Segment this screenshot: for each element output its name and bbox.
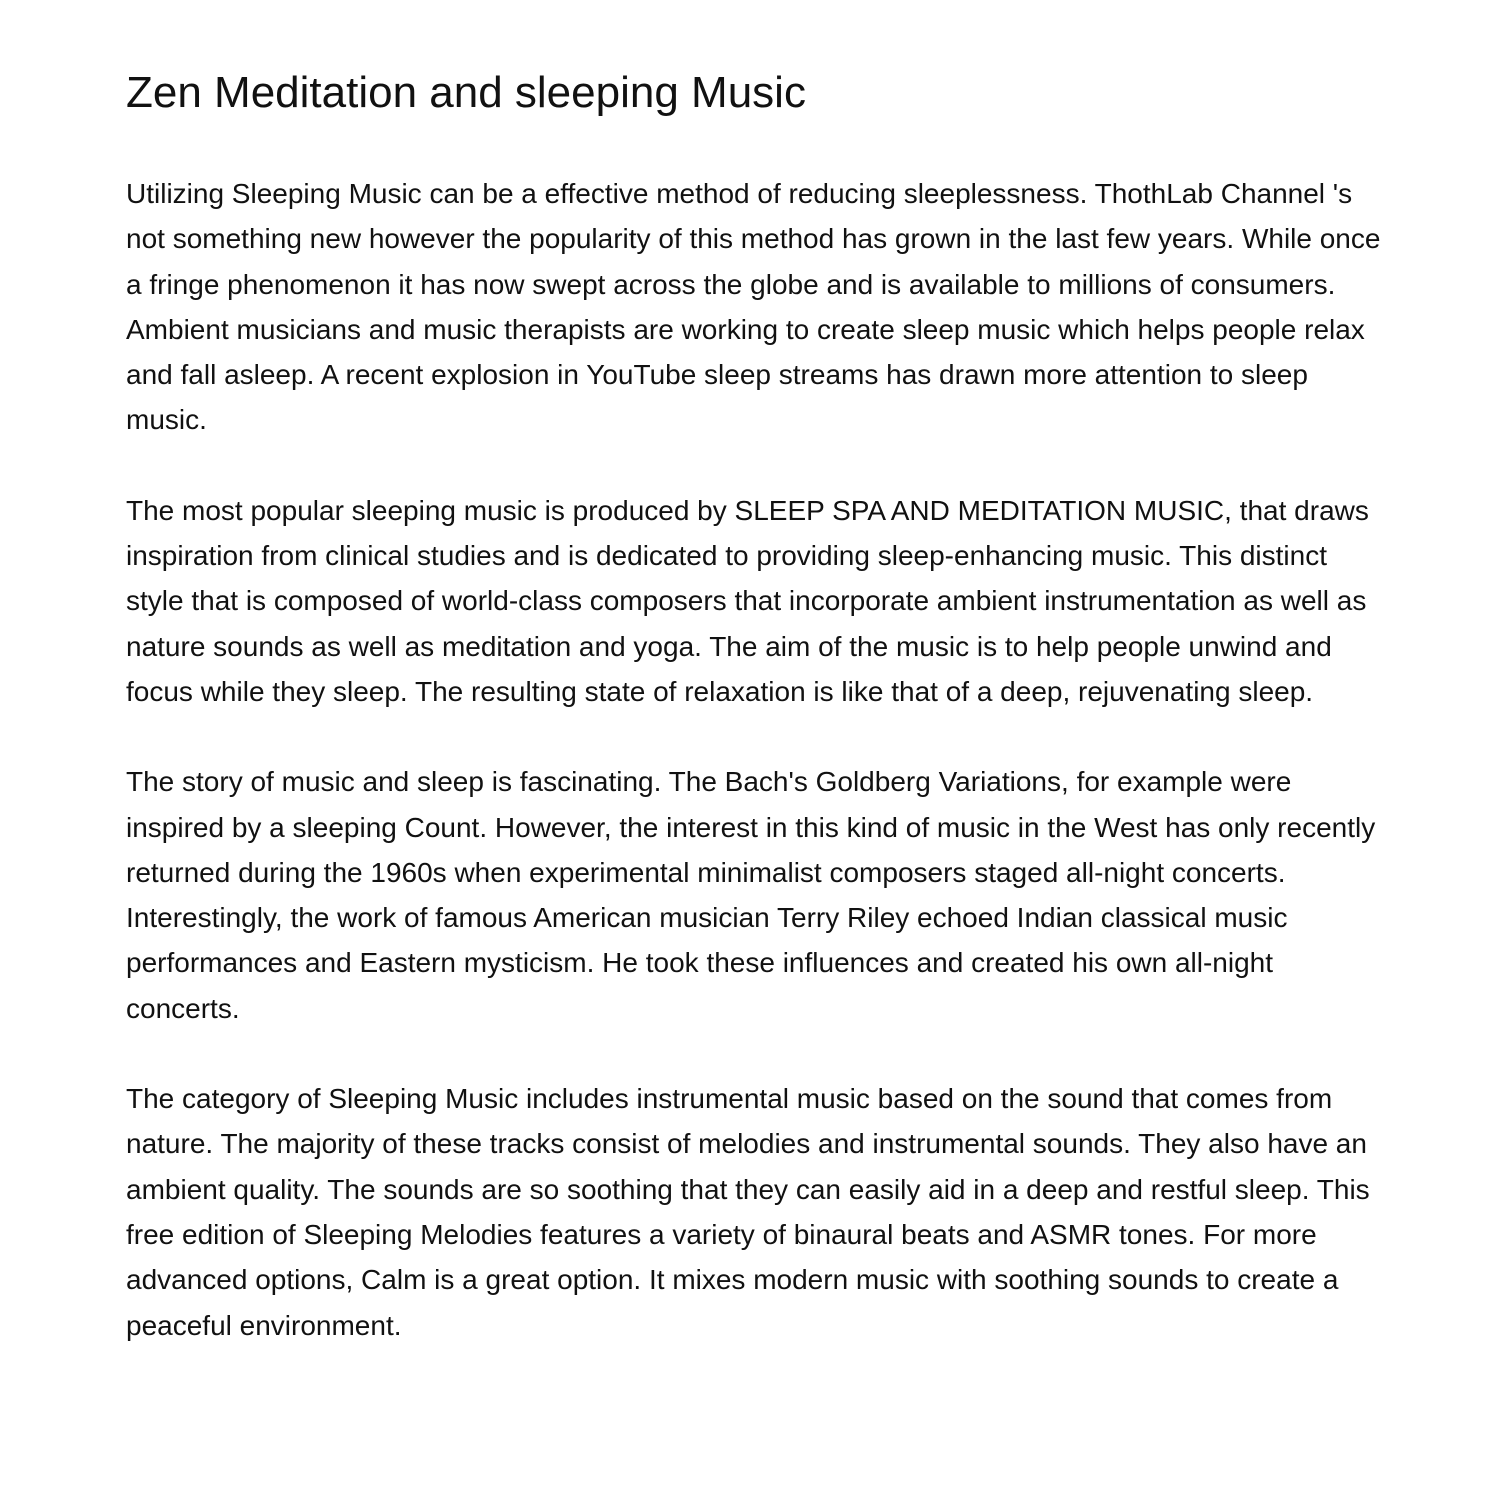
page-title: Zen Meditation and sleeping Music — [126, 68, 806, 117]
paragraph-3: The story of music and sleep is fascinating. The Bach's Goldberg Variations, for example were inspired by a sleeping Count. However, the interest in this kind of music in the West has only recently returned during the 1960s when experimental minimalist composers staged all-night concerts. Interestingly, the work of famous American musician Terry Riley echoed Indian classical music performances and Eastern mysticism. He took these influences and created his own all-night concerts. — [126, 766, 1376, 1024]
document-body — [126, 171, 1386, 1348]
paragraph-2: The most popular sleeping music is produced by SLEEP SPA AND MEDITATION MUSIC, that draws inspiration from clinical studies and is dedicated to providing sleep-enhancing music. This distinct style that is composed of world-class composers that incorporate ambient instrumentation as well as nature sounds as well as meditation and yoga. The aim of the music is to help people unwind and focus while they sleep. The resulting state of relaxation is like that of a deep, rejuvenating sleep. — [126, 494, 1369, 707]
paragraph-4: The category of Sleeping Music includes instrumental music based on the sound that comes from nature. The majority of these tracks consist of melodies and instrumental sounds. They also have an ambient quality. The sounds are so soothing that they can easily aid in a deep and restful sleep. This free edition of Sleeping Melodies features a variety of binaural beats and ASMR tones. For more advanced options, Calm is a great option. It mixes modern music with soothing sounds to create a peaceful environment. — [126, 1083, 1370, 1341]
paragraph-1: Utilizing Sleeping Music can be a effective method of reducing sleeplessness. ThothLab Channel 's not something new however the popularity of this method has grown in the last few years. While once a fringe phenomenon it has now swept across the globe and is available to millions of consumers. Ambient musicians and music therapists are working to create sleep music which helps people relax and fall asleep. A recent explosion in YouTube sleep streams has drawn more attention to sleep music. — [126, 178, 1381, 436]
document-page — [126, 66, 1386, 1393]
